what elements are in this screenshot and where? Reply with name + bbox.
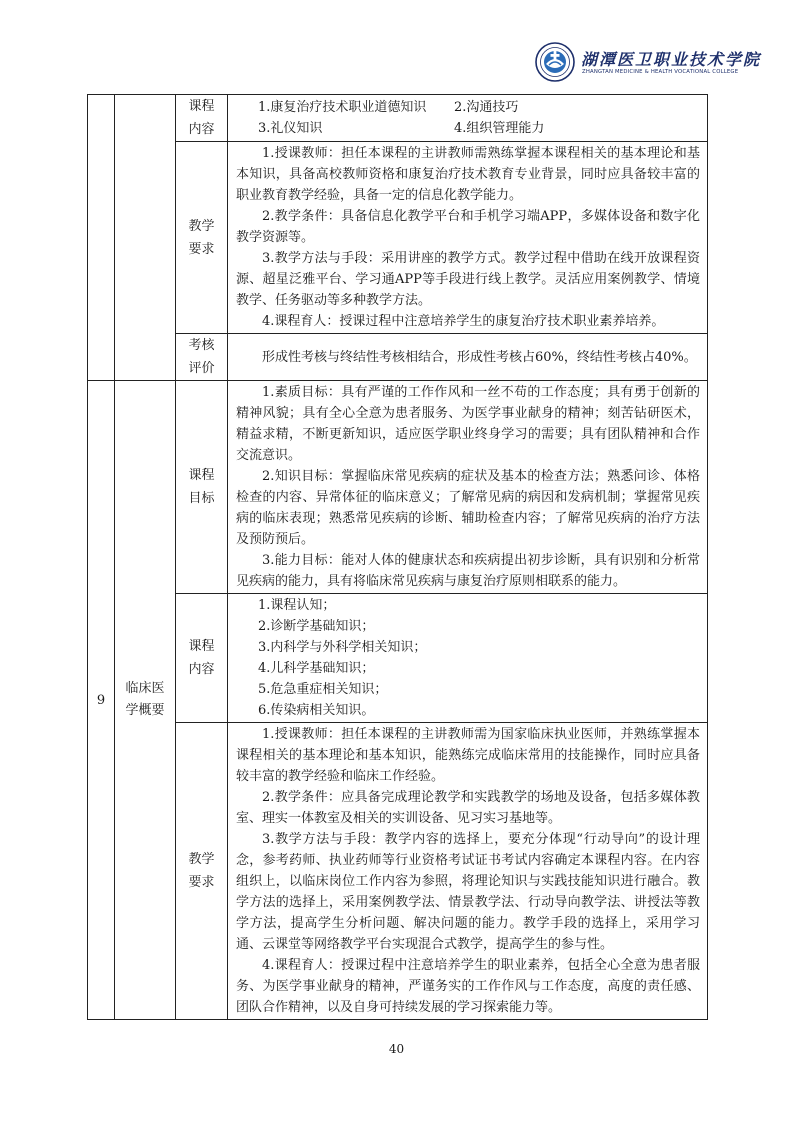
school-name-cn: 湖潭医卫职业技术学院	[581, 50, 762, 69]
eval-label: 考核评价	[176, 334, 228, 381]
req-paragraph: 4.课程育人：授课过程中注意培养学生的职业素养，包括全心全意为患者服 务、为医学事业献身的精神，严谨务实的工作作风与工作态度，高度的责任感、团队合作精神，以及自身可持续发展的学习探索能力等。	[236, 958, 700, 1015]
req-paragraph: 2.教学条件：应具备完成理论教学和实践教学的场地及设备，包括多媒体教 室、理实一体教室及相关的实训设备、见习实习基地等。	[236, 790, 700, 826]
content-item: 3.礼仪知识	[258, 121, 323, 136]
goal-paragraph: 3.能力目标：能对人体的健康状态和疾病提出初步诊断，具有识别和分析常见疾病的能力，具有将临床常见疾病与康复治疗原则相联系的能力。	[236, 553, 700, 589]
goal-label: 课程目标	[176, 381, 228, 594]
req-paragraph: 3.教学方法与手段：采用讲座的教学方式。教学过程中借助在线开放课程资源、超星泛雅平台、学习通APP等手段进行线上教学。灵活应用案例教学、情境教学、任务驱动等多种教学方法。	[236, 251, 700, 308]
req-paragraph: 4.课程育人：授课过程中注意培养学生的康复治疗技术职业素养培养。	[262, 314, 665, 329]
content-item: 4.组织管理能力	[454, 121, 545, 136]
course9-content	[228, 594, 708, 723]
prev-course-eval-row	[88, 334, 708, 381]
course9-content-row	[88, 594, 708, 723]
course-name: 临床医学概要	[115, 381, 176, 1020]
curriculum-table	[87, 94, 708, 1020]
content-item: 1.康复治疗技术职业道德知识	[258, 100, 427, 115]
course9-goal-row	[88, 381, 708, 594]
course9-requirements	[228, 723, 708, 1020]
prev-course-evaluation: 形成性考核与终结性考核相结合，形成性考核占60%，终结性考核占40%。	[228, 334, 708, 381]
req-paragraph: 2.教学条件：具备信息化教学平台和手机学习端APP，多媒体设备和数字化教学资源等。	[236, 209, 700, 245]
page-header	[0, 0, 793, 90]
req-label: 教学要求	[176, 142, 228, 334]
prev-course-req-row	[88, 142, 708, 334]
content-label: 课程内容	[176, 95, 228, 142]
content-item: 6.传染病相关知识。	[258, 703, 375, 718]
content-label: 课程内容	[176, 594, 228, 723]
req-label: 教学要求	[176, 723, 228, 1020]
prev-course-number	[88, 95, 115, 381]
content-item: 1.课程认知；	[258, 598, 336, 613]
prev-course-name	[115, 95, 176, 381]
prev-course-content-row	[88, 95, 708, 142]
req-paragraph: 1.授课教师：担任本课程的主讲教师需为国家临床执业医师，并熟练掌握本课程相关的基本理论和基本知识，能熟练完成临床常用的技能操作，同时应具备较丰富的教学经验和临床工作经验。	[236, 727, 700, 784]
school-name-en: ZHANGTAN MEDICINE & HEALTH VOCATIONAL COLLEGE	[582, 69, 739, 75]
content-item: 2.沟通技巧	[454, 100, 519, 115]
school-logo-icon	[535, 42, 575, 82]
course-number: 9	[88, 381, 115, 1020]
course9-goals	[228, 381, 708, 594]
req-paragraph: 3.教学方法与手段：教学内容的选择上，要充分体现“行动导向”的设计理念，参考药师、执业药师等行业资格考试证书考试内容确定本课程内容。在内容组织上，以临床岗位工作内容为参照，将理论知识与实践技能知识进行融合。教学方法的选择上，采用案例教学法、情景教学法、行动导向教学法、讲授法等教学方法，提高学生分析问题、解决问题的能力。教学手段的选择上，采用学习通、云课堂等网络教学平台实现混合式教学，提高学生的参与性。	[236, 832, 700, 952]
content-item: 2.诊断学基础知识；	[258, 619, 375, 634]
content-item: 4.儿科学基础知识；	[258, 661, 375, 676]
req-paragraph: 1.授课教师：担任本课程的主讲教师需熟练掌握本课程相关的基本理论和基本知识，具备高校教师资格和康复治疗技术教育专业背景，同时应具备较丰富的职业教育教学经验，具备一定的信息化教学能力。	[236, 146, 700, 203]
content-item: 3.内科学与外科学相关知识；	[258, 640, 427, 655]
goal-paragraph: 1.素质目标：具有严谨的工作作风和一丝不苟的工作态度；具有勇于创新的精神风貌；具有全心全意为患者服务、为医学事业献身的精神；刻苦钻研医术，精益求精，不断更新知识，适应医学职业终身学习的需要；具有团队精神和合作交流意识。	[236, 385, 700, 463]
prev-course-content	[228, 95, 708, 142]
course9-req-row	[88, 723, 708, 1020]
goal-paragraph: 2.知识目标：掌握临床常见疾病的症状及基本的检查方法；熟悉问诊、体格检查的内容、异常体征的临床意义；了解常见病的病因和发病机制；掌握常见疾病的临床表现；熟悉常见疾病的诊断、辅助检查内容；了解常见疾病的治疗方法及预防预后。	[236, 469, 700, 547]
page-number: 40	[388, 1042, 405, 1056]
content-item: 5.危急重症相关知识；	[258, 682, 388, 697]
prev-course-requirements	[228, 142, 708, 334]
